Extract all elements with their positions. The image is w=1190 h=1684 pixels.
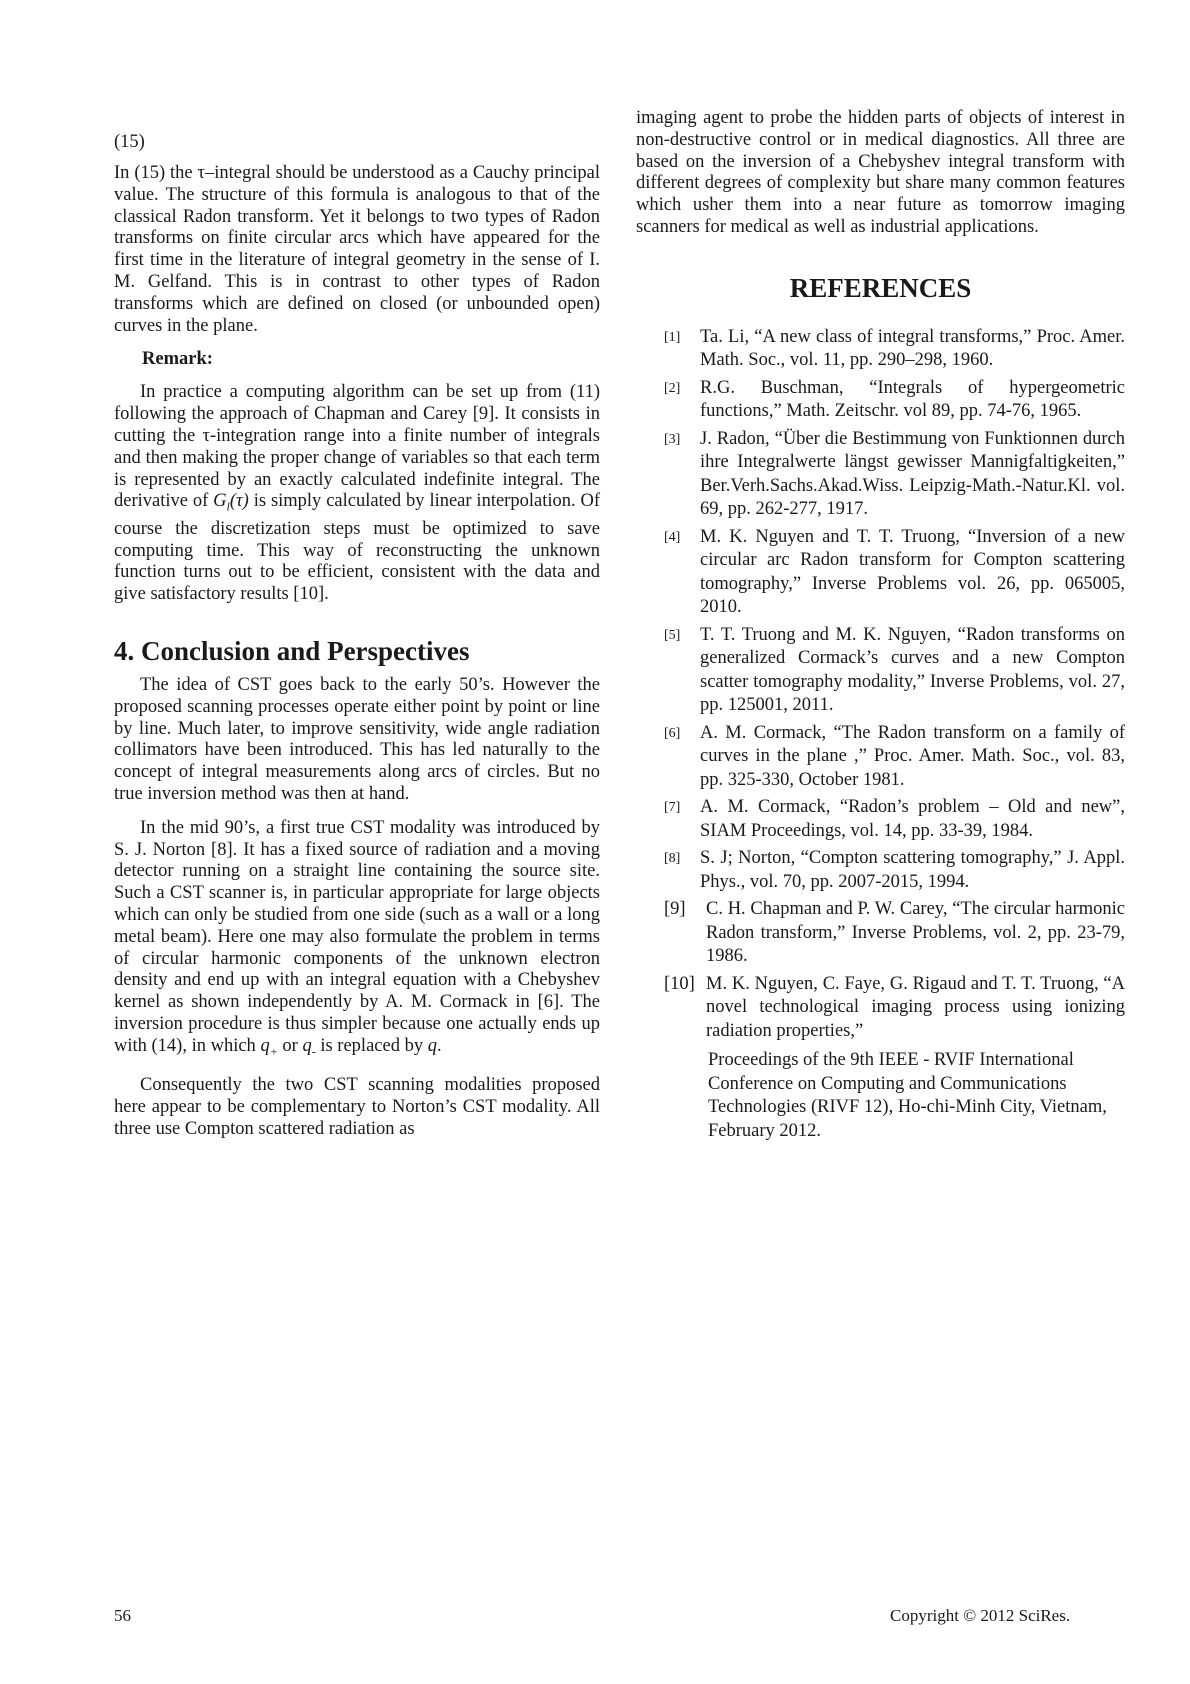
reference-item: [636, 377, 1125, 424]
norton-or: or: [277, 1035, 303, 1056]
reference-item: [636, 326, 1125, 373]
paragraph-history: The idea of CST goes back to the early 50’s. However the proposed scanning processes operate either point by point or line by line. Much later, to improve sensitivity, wide angle radiation collimators have been introduced. This has led naturally to the concept of integral measurements along arcs of circles. But no true inversion method was then at hand.: [114, 675, 600, 805]
reference-text: T. T. Truong and M. K. Nguyen, “Radon transforms on generalized Cormack’s curves and a new Compton scatter tomography modality,” Inverse Problems, vol. 27, pp. 125001, 2011.: [700, 624, 1125, 716]
math-G-sub: l: [226, 500, 230, 515]
reference-item: [636, 526, 1125, 620]
copyright: Copyright © 2012 SciRes.: [890, 1606, 1071, 1625]
section-heading: 4. Conclusion and Perspectives: [114, 636, 470, 667]
paragraph-consequently: Consequently the two CST scanning modalities proposed here appear to be complementary to Norton’s CST modality. All three use Compton scattered radiation as: [114, 1075, 600, 1139]
norton-text-2: is replaced by: [315, 1035, 428, 1056]
reference-10-extra: Proceedings of the 9th IEEE - RVIF International Conference on Computing and Communications Technologies (RIVF 12), Ho-chi-Minh City, Vietnam, February 2012.: [708, 1050, 1107, 1141]
reference-number: [8]: [664, 851, 681, 867]
norton-end: .: [436, 1035, 442, 1056]
reference-text: J. Radon, “Über die Bestimmung von Funktionnen durch ihre Integralwerte längst gewisser Mannigfaltigkeiten,” Ber.Verh.Sachs.Akad.Wiss. Leipzig-Math.-Natur.Kl. vol. 69, pp. 262-277, 1917.: [700, 428, 1125, 520]
paragraph-cauchy: In (15) the τ–integral should be understood as a Cauchy principal value. The structure of this formula is analogous to that of the classical Radon transform. Yet it belongs to two types of Radon transforms on finite circular arcs which have appeared for the first time in the literature of integral geometry in the sense of I. M. Gelfand. This is in contrast to other types of Radon transforms which are defined on closed (or unbounded open) curves in the plane.: [114, 163, 600, 336]
reference-number: [2]: [664, 380, 681, 396]
reference-text: M. K. Nguyen and T. T. Truong, “Inversion of a new circular arc Radon transform for Compton scattering tomography,” Inverse Problems vol. 26, pp. 065005, 2010.: [700, 526, 1125, 618]
references-heading: REFERENCES: [789, 272, 972, 303]
reference-item: [636, 624, 1125, 718]
reference-item: [636, 973, 1125, 1044]
reference-number: [5]: [664, 627, 681, 643]
references-list: [636, 326, 1125, 1044]
reference-number: [7]: [664, 800, 681, 816]
reference-item: [636, 898, 1125, 969]
reference-text: S. J; Norton, “Compton scattering tomography,” J. Appl. Phys., vol. 70, pp. 2007-2015, 1994.: [700, 848, 1125, 892]
remark-text-1: In practice a computing algorithm can be set up from (11) following the approach of Chapman and Carey [9]. It consists in cutting the τ-integration range into a finite number of integrals and then making the proper change of variables so that each term is represented by an exactly calculated indefinite integral. The derivative of: [114, 382, 600, 512]
reference-number: [6]: [664, 725, 681, 741]
math-qminus: $q_-$: [302, 1035, 316, 1059]
right-column: [636, 108, 1125, 1143]
reference-item: [636, 847, 1125, 894]
reference-item: [636, 428, 1125, 522]
page-number: 56: [114, 1606, 131, 1625]
reference-text: R.G. Buschman, “Integrals of hypergeometric functions,” Math. Zeitschr. vol 89, pp. 74-76, 1965.: [700, 377, 1125, 422]
equation-label: (15): [114, 132, 145, 152]
reference-number: [1]: [664, 329, 681, 345]
reference-number: [3]: [664, 431, 681, 447]
remark-text-2: is simply calculated by linear interpolation. Of course the discretization steps must be optimized to save computing time. This way of reconstructing the unknown function turns out to be efficient, consistent with the data and give satisfactory results [10].: [114, 491, 601, 605]
norton-text-1: In the mid 90’s, a first true CST modality was introduced by S. J. Norton [8]. It has a fixed source of radiation and a moving detector running on a straight line containing the source site. Such a CST scanner is, in particular appropriate for large objects which can only be studied from one side (such as a wall or a long metal beam). Here one may also formulate the problem in terms of circular harmonic components of the unknown electron density and end up with an integral equation with a Chebyshev kernel as shown independently by A. M. Cormack in [6]. The inversion procedure is thus simpler because one actually ends up with (14), in which: [114, 817, 600, 1056]
reference-number: [9]: [664, 899, 686, 920]
reference-text: M. K. Nguyen, C. Faye, G. Rigaud and T. T. Truong, “A novel technological imaging process using ionizing radiation properties,”: [706, 973, 1125, 1041]
math-G-arg: (τ): [229, 491, 249, 512]
left-column: [114, 108, 600, 1141]
paragraph-norton: [114, 818, 600, 1063]
reference-text: A. M. Cormack, “The Radon transform on a family of curves in the plane ,” Proc. Amer. Math. Soc., vol. 83, pp. 325-330, October 1981.: [700, 722, 1125, 790]
remark-title: Remark:: [142, 349, 213, 370]
reference-text: Ta. Li, “A new class of integral transforms,” Proc. Amer. Math. Soc., vol. 11, pp. 290–298, 1960.: [700, 326, 1125, 371]
paragraph-continuation: imaging agent to probe the hidden parts of objects of interest in non-destructive control or in medical diagnostics. All three are based on the inversion of a Chebyshev integral transform with different degrees of complexity but share many common features which usher them into a near future as tomorrow imaging scanners for medical as well as industrial applications.: [636, 108, 1125, 237]
reference-number: [10]: [664, 973, 695, 994]
reference-item: [636, 722, 1125, 793]
reference-number: [4]: [664, 529, 681, 545]
math-G: G: [213, 491, 227, 512]
reference-text: A. M. Cormack, “Radon’s problem – Old and new”, SIAM Proceedings, vol. 14, pp. 33-39, 1984.: [700, 797, 1125, 841]
reference-item: [636, 796, 1125, 843]
math-qplus: $q_+$: [260, 1035, 278, 1059]
math-q: q: [427, 1035, 437, 1056]
reference-text: C. H. Chapman and P. W. Carey, “The circular harmonic Radon transform,” Inverse Problems, vol. 2, pp. 23-79, 1986.: [706, 899, 1125, 967]
paragraph-remark: [114, 382, 600, 606]
